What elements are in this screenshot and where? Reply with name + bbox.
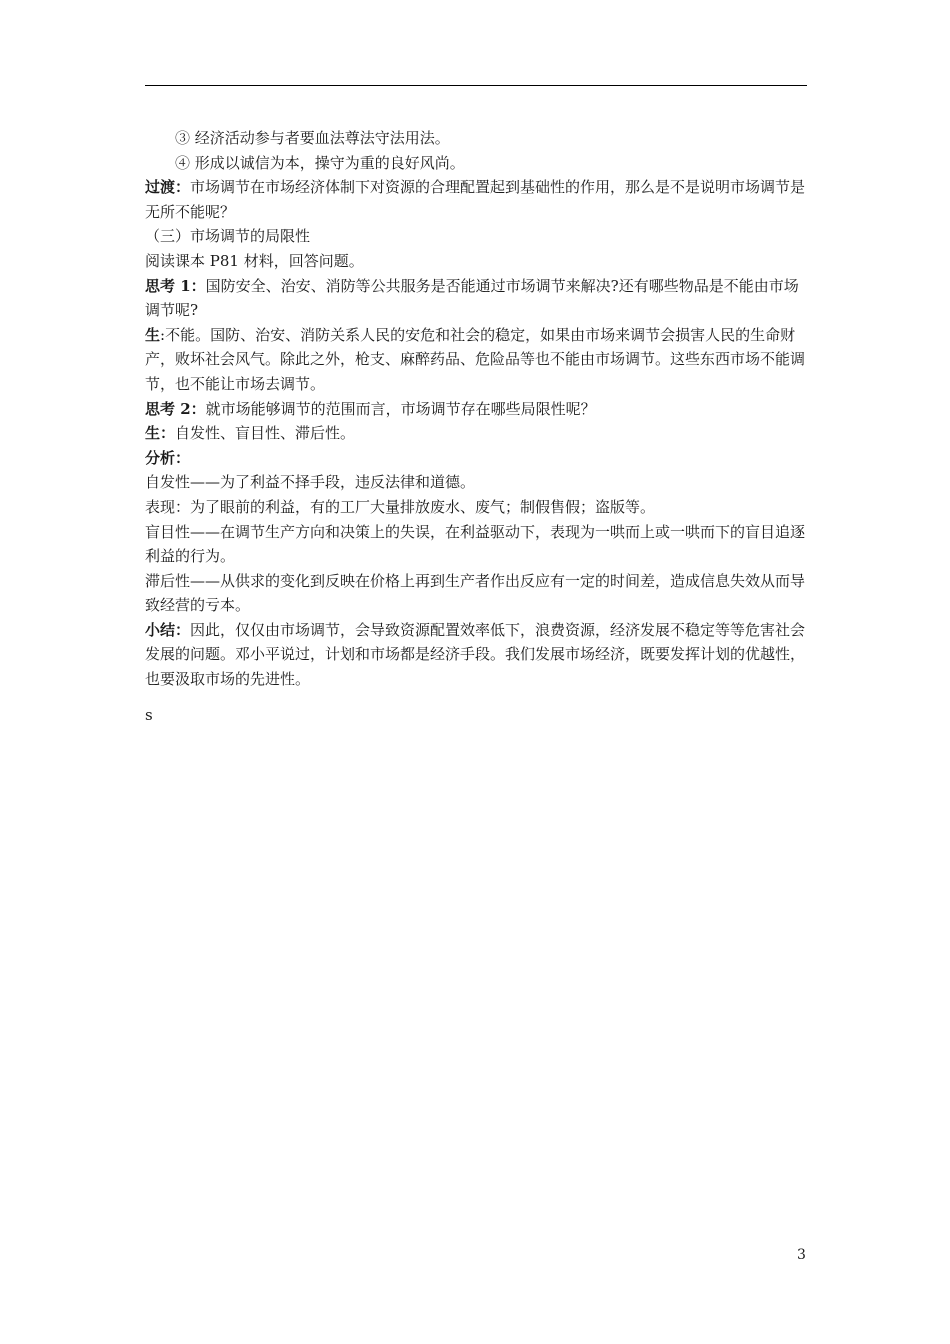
stray-character: s bbox=[145, 706, 153, 724]
paragraph-text: :不能。国防、治安、消防关系人民的安危和社会的稳定，如果由市场来调节会损害人民的生命财产，败坏社会风气。除此之外，枪支、麻醉药品、危险品等也不能由市场调节。这些东西市场不能调节，也不能让市场去调节。 bbox=[145, 325, 806, 393]
paragraph-label: 生： bbox=[145, 424, 176, 443]
paragraph-text: 自发性——为了利益不择手段，违反法律和道德。 bbox=[145, 473, 476, 492]
paragraph bbox=[145, 175, 809, 224]
section-heading bbox=[145, 224, 809, 249]
paragraph-text: 就市场能够调节的范围而言，市场调节存在哪些局限性呢？ bbox=[205, 399, 596, 418]
page-number: 3 bbox=[797, 1247, 806, 1263]
paragraph-label: 思考 1： bbox=[145, 276, 206, 295]
paragraph-label: 思考 2： bbox=[145, 399, 206, 418]
header-rule bbox=[145, 85, 807, 86]
paragraph bbox=[145, 397, 809, 422]
paragraph bbox=[145, 421, 809, 446]
paragraph-text: ④ 形成以诚信为本，操守为重的良好风尚。 bbox=[175, 153, 465, 172]
paragraph-text: （三）市场调节的局限性 bbox=[145, 227, 311, 246]
paragraph bbox=[145, 151, 809, 176]
paragraph bbox=[145, 446, 809, 471]
paragraph-text: ③ 经济活动参与者要血法尊法守法用法。 bbox=[175, 129, 450, 147]
paragraph-label: 分析： bbox=[145, 448, 191, 467]
paragraph bbox=[145, 249, 809, 274]
paragraph-label: 过渡： bbox=[145, 178, 191, 197]
paragraph-text: 因此，仅仅由市场调节，会导致资源配置效率低下，浪费资源，经济发展不稳定等等危害社会发展的问题。邓小平说过，计划和市场都是经济手段。我们发展市场经济，既要发挥计划的优越性，也要汲取市场的先进性。 bbox=[145, 620, 806, 689]
paragraph bbox=[145, 569, 809, 618]
paragraph-text: 盲目性——在调节生产方向和决策上的失误，在利益驱动下，表现为一哄而上或一哄而下的盲目追逐利益的行为。 bbox=[145, 522, 806, 566]
paragraph bbox=[145, 274, 809, 323]
paragraph-label: 生 bbox=[145, 325, 161, 344]
paragraph-text: 国防安全、治安、消防等公共服务是否能通过市场调节来解决?还有哪些物品是不能由市场调节呢? bbox=[145, 276, 799, 320]
paragraph-text: 滞后性——从供求的变化到反映在价格上再到生产者作出反应有一定的时间差，造成信息失效从而导致经营的亏本。 bbox=[145, 571, 806, 615]
paragraph bbox=[145, 126, 809, 151]
paragraph bbox=[145, 618, 809, 692]
paragraph-text: 表现：为了眼前的利益，有的工厂大量排放废水、废气；制假售假；盗版等。 bbox=[145, 497, 656, 516]
document-body bbox=[145, 126, 809, 692]
paragraph bbox=[145, 470, 809, 495]
paragraph bbox=[145, 323, 809, 397]
paragraph-text: 市场调节在市场经济体制下对资源的合理配置起到基础性的作用，那么是不是说明市场调节是无所不能呢？ bbox=[145, 178, 806, 221]
paragraph bbox=[145, 520, 809, 569]
paragraph-text: 自发性、盲目性、滞后性。 bbox=[175, 424, 356, 443]
paragraph-text: 阅读课本 P81 材料，回答问题。 bbox=[145, 251, 364, 270]
paragraph bbox=[145, 495, 809, 520]
paragraph-label: 小结： bbox=[145, 620, 191, 639]
